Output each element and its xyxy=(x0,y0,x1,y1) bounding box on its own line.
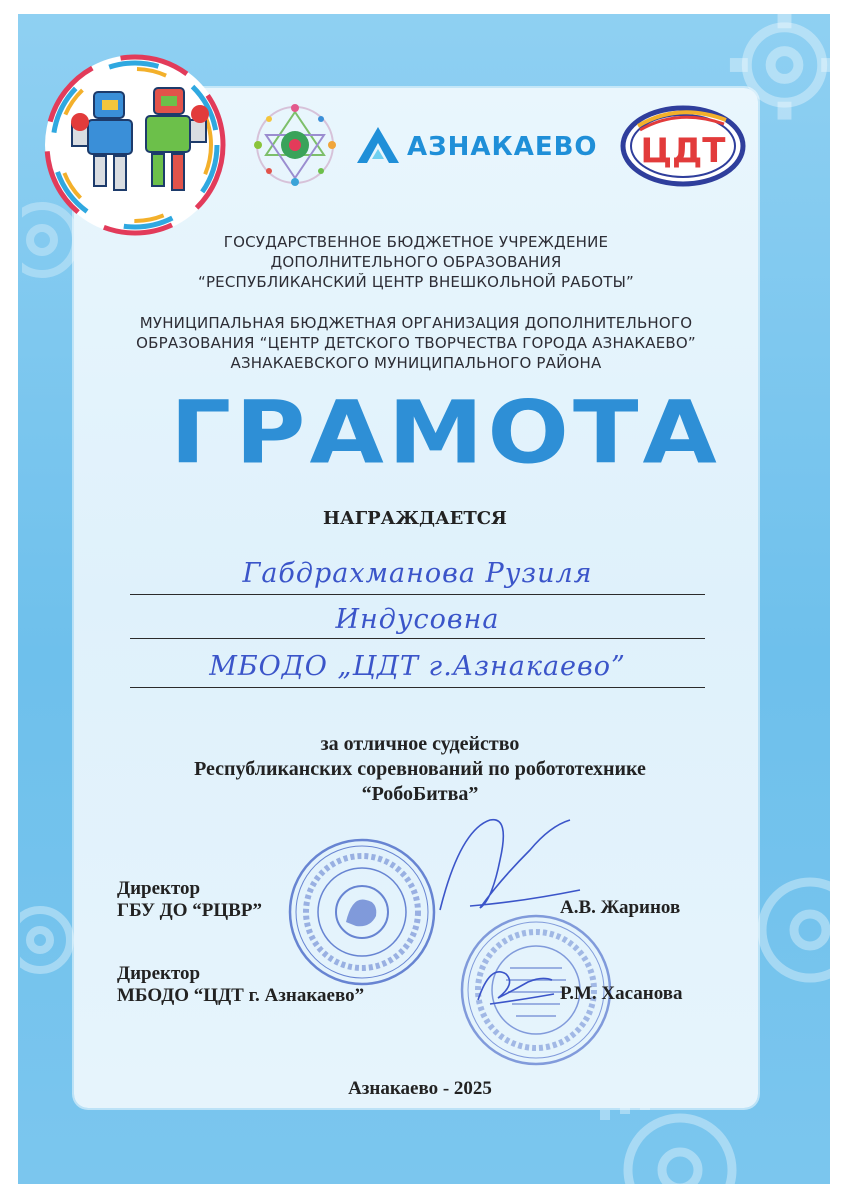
director1-organization: ГБУ ДО “РЦВР” xyxy=(117,900,262,921)
certificate-title: ГРАМОТА xyxy=(170,382,721,484)
underline xyxy=(130,687,705,688)
cdt-logo-icon xyxy=(618,100,748,188)
org2-line2: ОБРАЗОВАНИЯ “ЦЕНТР ДЕТСКОГО ТВОРЧЕСТВА ГОРОДА АЗНАКАЕВО” xyxy=(136,334,696,352)
org2-line3: АЗНАКАЕВСКОГО МУНИЦИПАЛЬНОГО РАЙОНА xyxy=(230,354,602,372)
signature-2 xyxy=(470,960,560,1010)
robots-logo-icon xyxy=(42,52,228,238)
director1-block xyxy=(117,878,262,922)
reason-line1: за отличное судейство xyxy=(320,733,520,755)
footer-place-year: Азнакаево - 2025 xyxy=(348,1078,492,1099)
reason-line3: “РобоБитва” xyxy=(361,783,479,805)
director2-name: Р.М. Хасанова xyxy=(560,983,683,1004)
org1-line1: ГОСУДАРСТВЕННОЕ БЮДЖЕТНОЕ УЧРЕЖДЕНИЕ xyxy=(223,233,609,251)
organization-block-2 xyxy=(80,313,752,373)
recipient-name-line2: Индусовна xyxy=(335,604,500,635)
underline xyxy=(130,638,705,639)
org2-line1: МУНИЦИПАЛЬНАЯ БЮДЖЕТНАЯ ОРГАНИЗАЦИЯ ДОПОЛНИТЕЛЬНОГО xyxy=(139,314,693,332)
awarded-label: НАГРАЖДАЕТСЯ xyxy=(323,508,507,529)
director2-organization: МБОДО “ЦДТ г. Азнакаево” xyxy=(117,985,365,1006)
underline xyxy=(130,594,705,595)
org1-line3: “РЕСПУБЛИКАНСКИЙ ЦЕНТР ВНЕШКОЛЬНОЙ РАБОТЫ” xyxy=(197,273,635,291)
director1-role: Директор xyxy=(117,878,201,899)
svg-text:ЦДТ: ЦДТ xyxy=(640,131,726,171)
recipient-name-line1: Габдрахманова Рузиля xyxy=(242,558,593,589)
director2-block xyxy=(117,963,364,1007)
gear-decoration-icon xyxy=(20,860,80,1020)
reason-line2: Республиканских соревнований по робототехнике xyxy=(194,758,646,780)
emblem-logo-icon xyxy=(250,100,340,190)
director2-role: Директор xyxy=(117,963,201,984)
director1-name: А.В. Жаринов xyxy=(560,897,681,918)
org1-line2: ДОПОЛНИТЕЛЬНОГО ОБРАЗОВАНИЯ xyxy=(270,253,562,271)
aznakaevo-logo-text: АЗНАКАЕВО xyxy=(407,132,598,162)
recipient-organization-line: МБОДО „ЦДТ г.Азнакаево” xyxy=(209,651,626,682)
organization-block-1 xyxy=(80,232,752,292)
aznakaevo-logo-icon xyxy=(355,125,401,165)
